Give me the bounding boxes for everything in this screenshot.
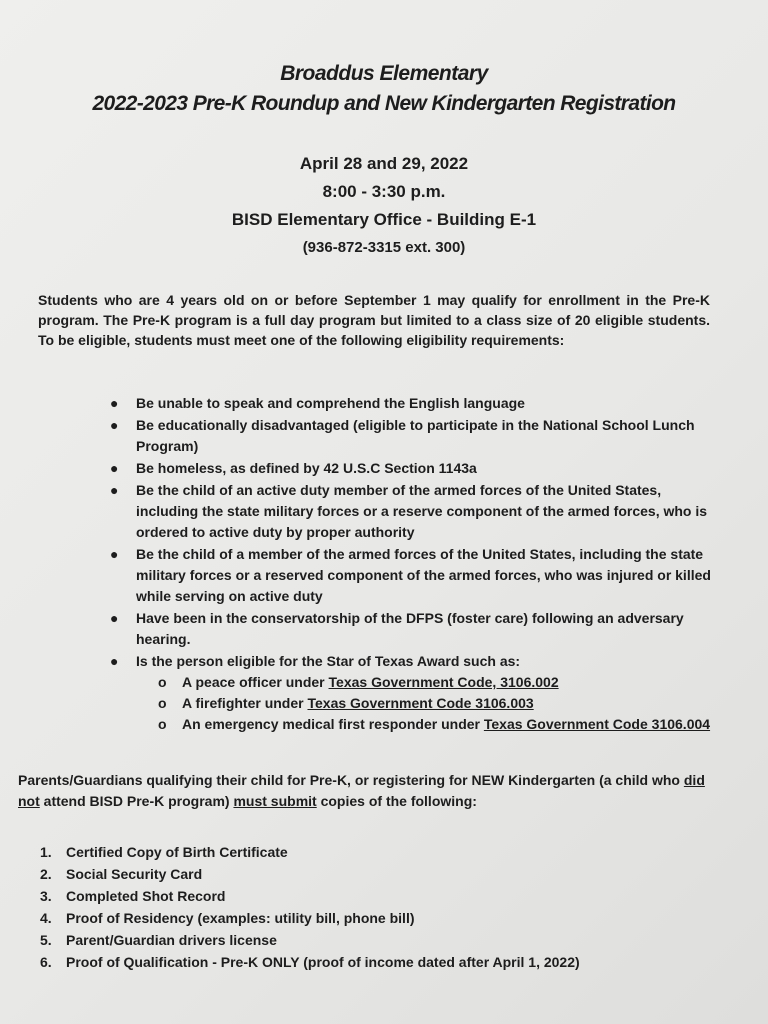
sub-list-item: o A firefighter under Texas Government Code 3106.003 xyxy=(158,693,712,714)
intro-paragraph: Students who are 4 years old on or before September 1 may qualify for enrollment in the Pre-K program. The Pre-K program is a full day program but limited to a class size of 20 eligible students. To be eligible, students must meet one of the following eligibility requirements: xyxy=(38,292,710,348)
sub-bullet-icon: o xyxy=(158,695,167,711)
star-award-list xyxy=(136,672,712,735)
sub-list-item: o A peace officer under Texas Government Code, 3106.002 xyxy=(158,672,712,693)
eligibility-list xyxy=(106,393,712,736)
sub-bullet-icon: o xyxy=(158,674,167,690)
bullet-icon: ● xyxy=(110,482,119,498)
did-not-emphasis: did not xyxy=(18,772,705,809)
event-phone: (936-872-3315 ext. 300) xyxy=(302,239,466,256)
bullet-icon: ● xyxy=(110,546,119,562)
event-location: BISD Elementary Office - Building E-1 xyxy=(231,210,537,229)
list-item: 1. Certified Copy of Birth Certificate xyxy=(40,844,288,860)
sub-list-item: o An emergency medical first responder under Texas Government Code 3106.004 xyxy=(158,714,712,735)
bullet-icon: ● xyxy=(110,395,119,411)
bullet-icon: ● xyxy=(110,417,119,433)
event-dates: April 28 and 29, 2022 xyxy=(299,154,469,173)
list-item: ● Be the child of an active duty member of the armed forces of the United States, including the state military forces or a reserve component of the armed forces, who is ordered to active duty by proper authority xyxy=(110,482,708,540)
event-time: 8:00 - 3:30 p.m. xyxy=(322,182,446,201)
bullet-icon: ● xyxy=(110,460,119,476)
sub-bullet-icon: o xyxy=(158,716,167,732)
school-title: Broaddus Elementary xyxy=(280,62,488,85)
event-title: 2022-2023 Pre-K Roundup and New Kindergarten Registration xyxy=(92,92,676,115)
list-item: 4. Proof of Residency (examples: utility bill, phone bill) xyxy=(40,910,415,926)
list-item: 3. Completed Shot Record xyxy=(40,888,226,904)
list-item: ● Is the person eligible for the Star of Texas Award such as: o A peace officer under Texas Government Code, 3106.002 o A firefighter under Texas Government Code 3106.003 o An emergency medical first responder under Texas Government Code 3106.004 xyxy=(106,651,712,735)
list-item: 5. Parent/Guardian drivers license xyxy=(40,932,277,948)
must-submit-emphasis: must submit xyxy=(233,793,317,809)
parents-paragraph: Parents/Guardians qualifying their child for Pre-K, or registering for NEW Kindergarten (a child who did not attend BISD Pre-K program) must submit copies of the following: xyxy=(18,772,705,809)
list-item: 2. Social Security Card xyxy=(40,866,203,882)
bullet-icon: ● xyxy=(110,653,119,669)
list-item: ● Be unable to speak and comprehend the English language xyxy=(106,393,712,414)
list-item: ● Have been in the conservatorship of the DFPS (foster care) following an adversary hearing. xyxy=(110,610,684,647)
code-reference: Texas Government Code, 3106.002 xyxy=(328,674,559,690)
list-item: ● Be educationally disadvantaged (eligible to participate in the National School Lunch Program) xyxy=(110,417,695,454)
list-item: ● Be the child of a member of the armed forces of the United States, including the state military forces or a reserved component of the armed forces, who was injured or killed while serving on active duty xyxy=(110,546,711,604)
code-reference: Texas Government Code 3106.003 xyxy=(307,695,534,711)
code-reference: Texas Government Code 3106.004 xyxy=(483,716,711,732)
list-item: 6. Proof of Qualification - Pre-K ONLY (proof of income dated after April 1, 2022) xyxy=(40,954,580,970)
list-item: ● Be homeless, as defined by 42 U.S.C Section 1143a xyxy=(106,458,712,479)
bullet-icon: ● xyxy=(110,610,119,626)
documents-list xyxy=(40,841,680,973)
